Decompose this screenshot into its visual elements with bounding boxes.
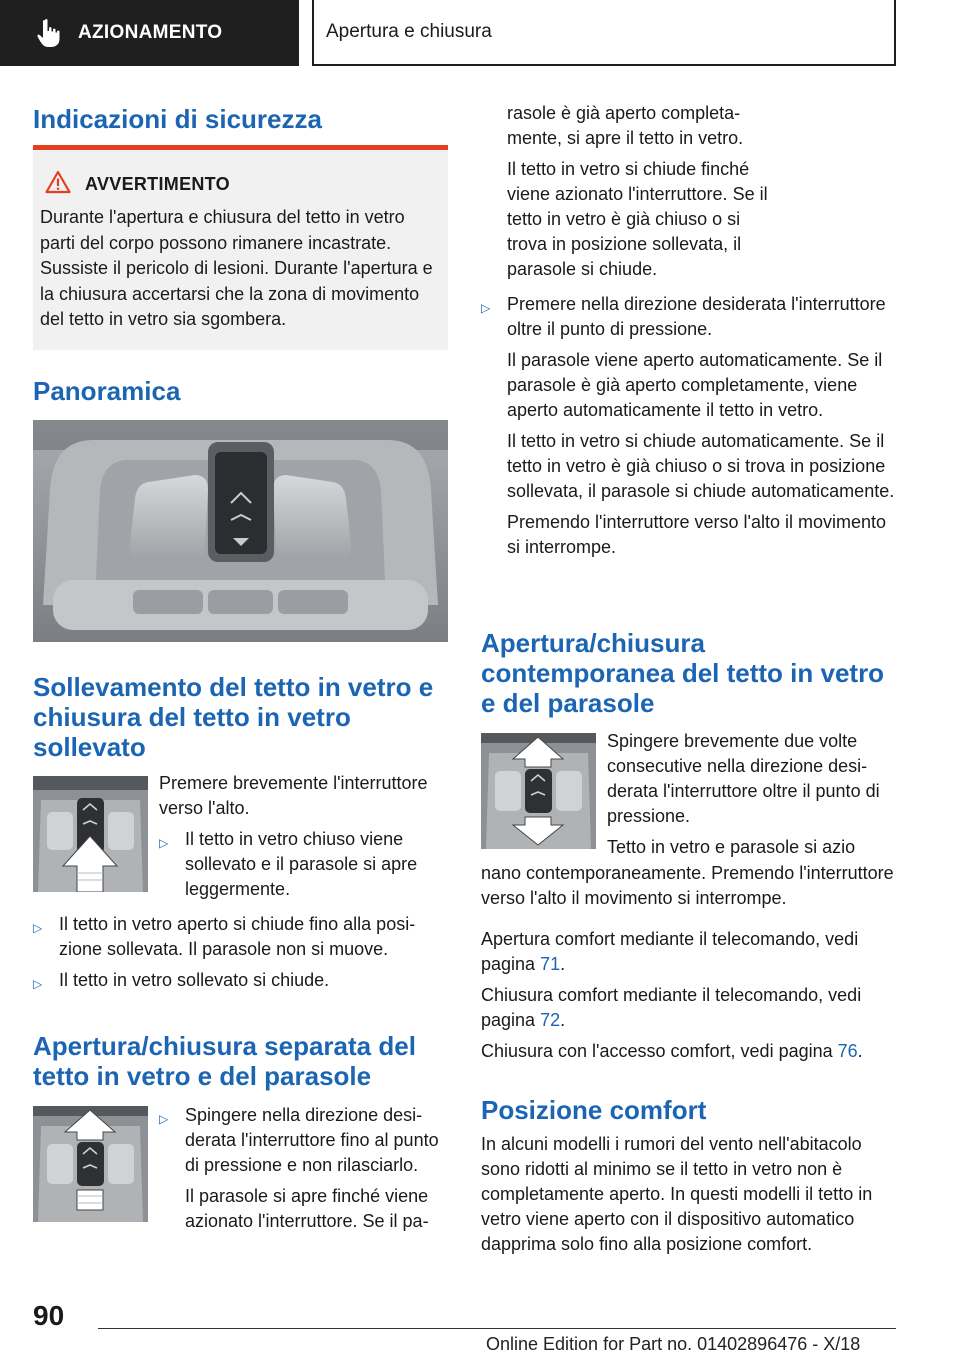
- simultaneous-text-b: nano contemporaneamente. Premendo l'interruttore verso l'alto il movimento si interrompe.: [481, 863, 894, 908]
- raise-intro: Premere brevemente l'interruttore verso l'alto.: [159, 773, 428, 818]
- comfort-open-ref: Apertura comfort mediante il telecomando, vedi pagina 71.: [481, 929, 859, 974]
- comfort-access-ref: Chiusura con l'accesso comfort, vedi pagina 76.: [481, 1041, 863, 1061]
- heading-simultaneous: Apertura/chiusura contemporanea del tetto in vetro e del parasole: [481, 628, 885, 718]
- list-item-continuation: Premendo l'interruttore verso l'alto il movimento si interrompe.: [507, 512, 887, 557]
- simultaneous-intro: Spingere brevemente due volte consecutive nella direzione desiderata l'interruttore oltre il punto di pressione.: [607, 731, 880, 826]
- triangle-bullet-icon: ▷: [159, 836, 169, 850]
- triangle-bullet-icon: ▷: [33, 921, 43, 935]
- heading-separate: Apertura/chiusura separata del tetto in vetro e del parasole: [33, 1031, 416, 1091]
- list-item-continuation: Il tetto in vetro si chiude finché viene azionato l'interruttore. Se il tetto in vetro è già chiuso o si trova in posizione sollevata, il parasole si chiude.: [507, 159, 768, 279]
- switch-double-photo: [481, 733, 596, 849]
- section-title: AZIONAMENTO: [78, 22, 223, 43]
- warning-triangle-icon: [45, 170, 71, 199]
- heading-safety: Indicazioni di sicurezza: [33, 104, 322, 134]
- list-item-continuation: Il tetto in vetro si chiude automaticamente. Se il tetto in vetro è già chiuso o si trova in posizione sollevata, il parasole si chiude automaticamente.: [507, 431, 895, 501]
- footer-rule: [98, 1328, 896, 1329]
- heading-comfort-position: Posizione comfort: [481, 1095, 707, 1125]
- list-item-continuation: rasole è già aperto completamente, si apre il tetto in vetro.: [507, 103, 744, 148]
- list-item-continuation: Il parasole si apre finché viene azionato l'interruttore. Se il pa-: [185, 1186, 429, 1231]
- heading-raise: Sollevamento del tetto in vetro e chiusura del tetto in vetro sollevato: [33, 672, 434, 762]
- list-item-continuation: Il parasole viene aperto automaticamente. Se il parasole è già aperto completamente, viene aperto automaticamente il tetto in vetro.: [507, 350, 883, 420]
- triangle-bullet-icon: ▷: [33, 977, 43, 991]
- comfort-close-ref: Chiusura comfort mediante il telecomando, vedi pagina 72.: [481, 985, 862, 1030]
- list-item: ▷ Premere nella direzione desiderata l'interruttore oltre il punto di pressione.: [481, 292, 896, 342]
- switch-up-photo: [33, 776, 148, 892]
- heading-overview: Panoramica: [33, 376, 181, 406]
- page-link-76[interactable]: 76: [837, 1041, 858, 1061]
- page-link-71[interactable]: 71: [540, 954, 561, 974]
- list-item: ▷ Il tetto in vetro chiuso viene sollevato e il parasole si apre leggermente.: [159, 827, 449, 902]
- list-item: ▷ Il tetto in vetro sollevato si chiude.: [33, 968, 448, 997]
- page-link-72[interactable]: 72: [540, 1010, 561, 1030]
- hand-pointer-icon: [36, 18, 62, 48]
- footer-edition: Online Edition for Part no. 01402896476 - X/18: [486, 1334, 861, 1354]
- triangle-bullet-icon: ▷: [481, 301, 491, 315]
- switch-separate-photo: [33, 1106, 148, 1222]
- warning-text: Durante l'apertura e chiusura del tetto in vetro parti del corpo possono rimanere incastrate. Sussiste il pericolo di lesioni. Durante l'apertura e la chiusura accertarsi che la zona di movimento del tetto in vetro sia sgombera.: [40, 207, 433, 329]
- warning-box: [33, 150, 448, 350]
- warning-title: AVVERTIMENTO: [45, 170, 438, 199]
- simultaneous-text-a: Tetto in vetro e parasole si azio: [607, 837, 856, 857]
- list-item: ▷ Spingere nella direzione desiderata l'interruttore fino al punto di pressione e non rilasciarlo.: [159, 1103, 449, 1178]
- header-section-tab: [0, 0, 299, 66]
- overview-photo: [33, 420, 448, 642]
- comfort-position-text: In alcuni modelli i rumori del vento nell'abitacolo sono ridotti al minimo se il tetto in vetro non è completamente aperto. In questi modelli il tetto in vetro viene aperto con il dispositivo automatico dapprima solo fino alla posizione comfort.: [481, 1134, 873, 1254]
- triangle-bullet-icon: ▷: [159, 1112, 169, 1126]
- subsection-title: Apertura e chiusura: [312, 0, 896, 66]
- list-item: ▷ Il tetto in vetro aperto si chiude fino alla posizione sollevata. Il parasole non si muove.: [33, 912, 448, 962]
- page-number: 90: [33, 1300, 65, 1331]
